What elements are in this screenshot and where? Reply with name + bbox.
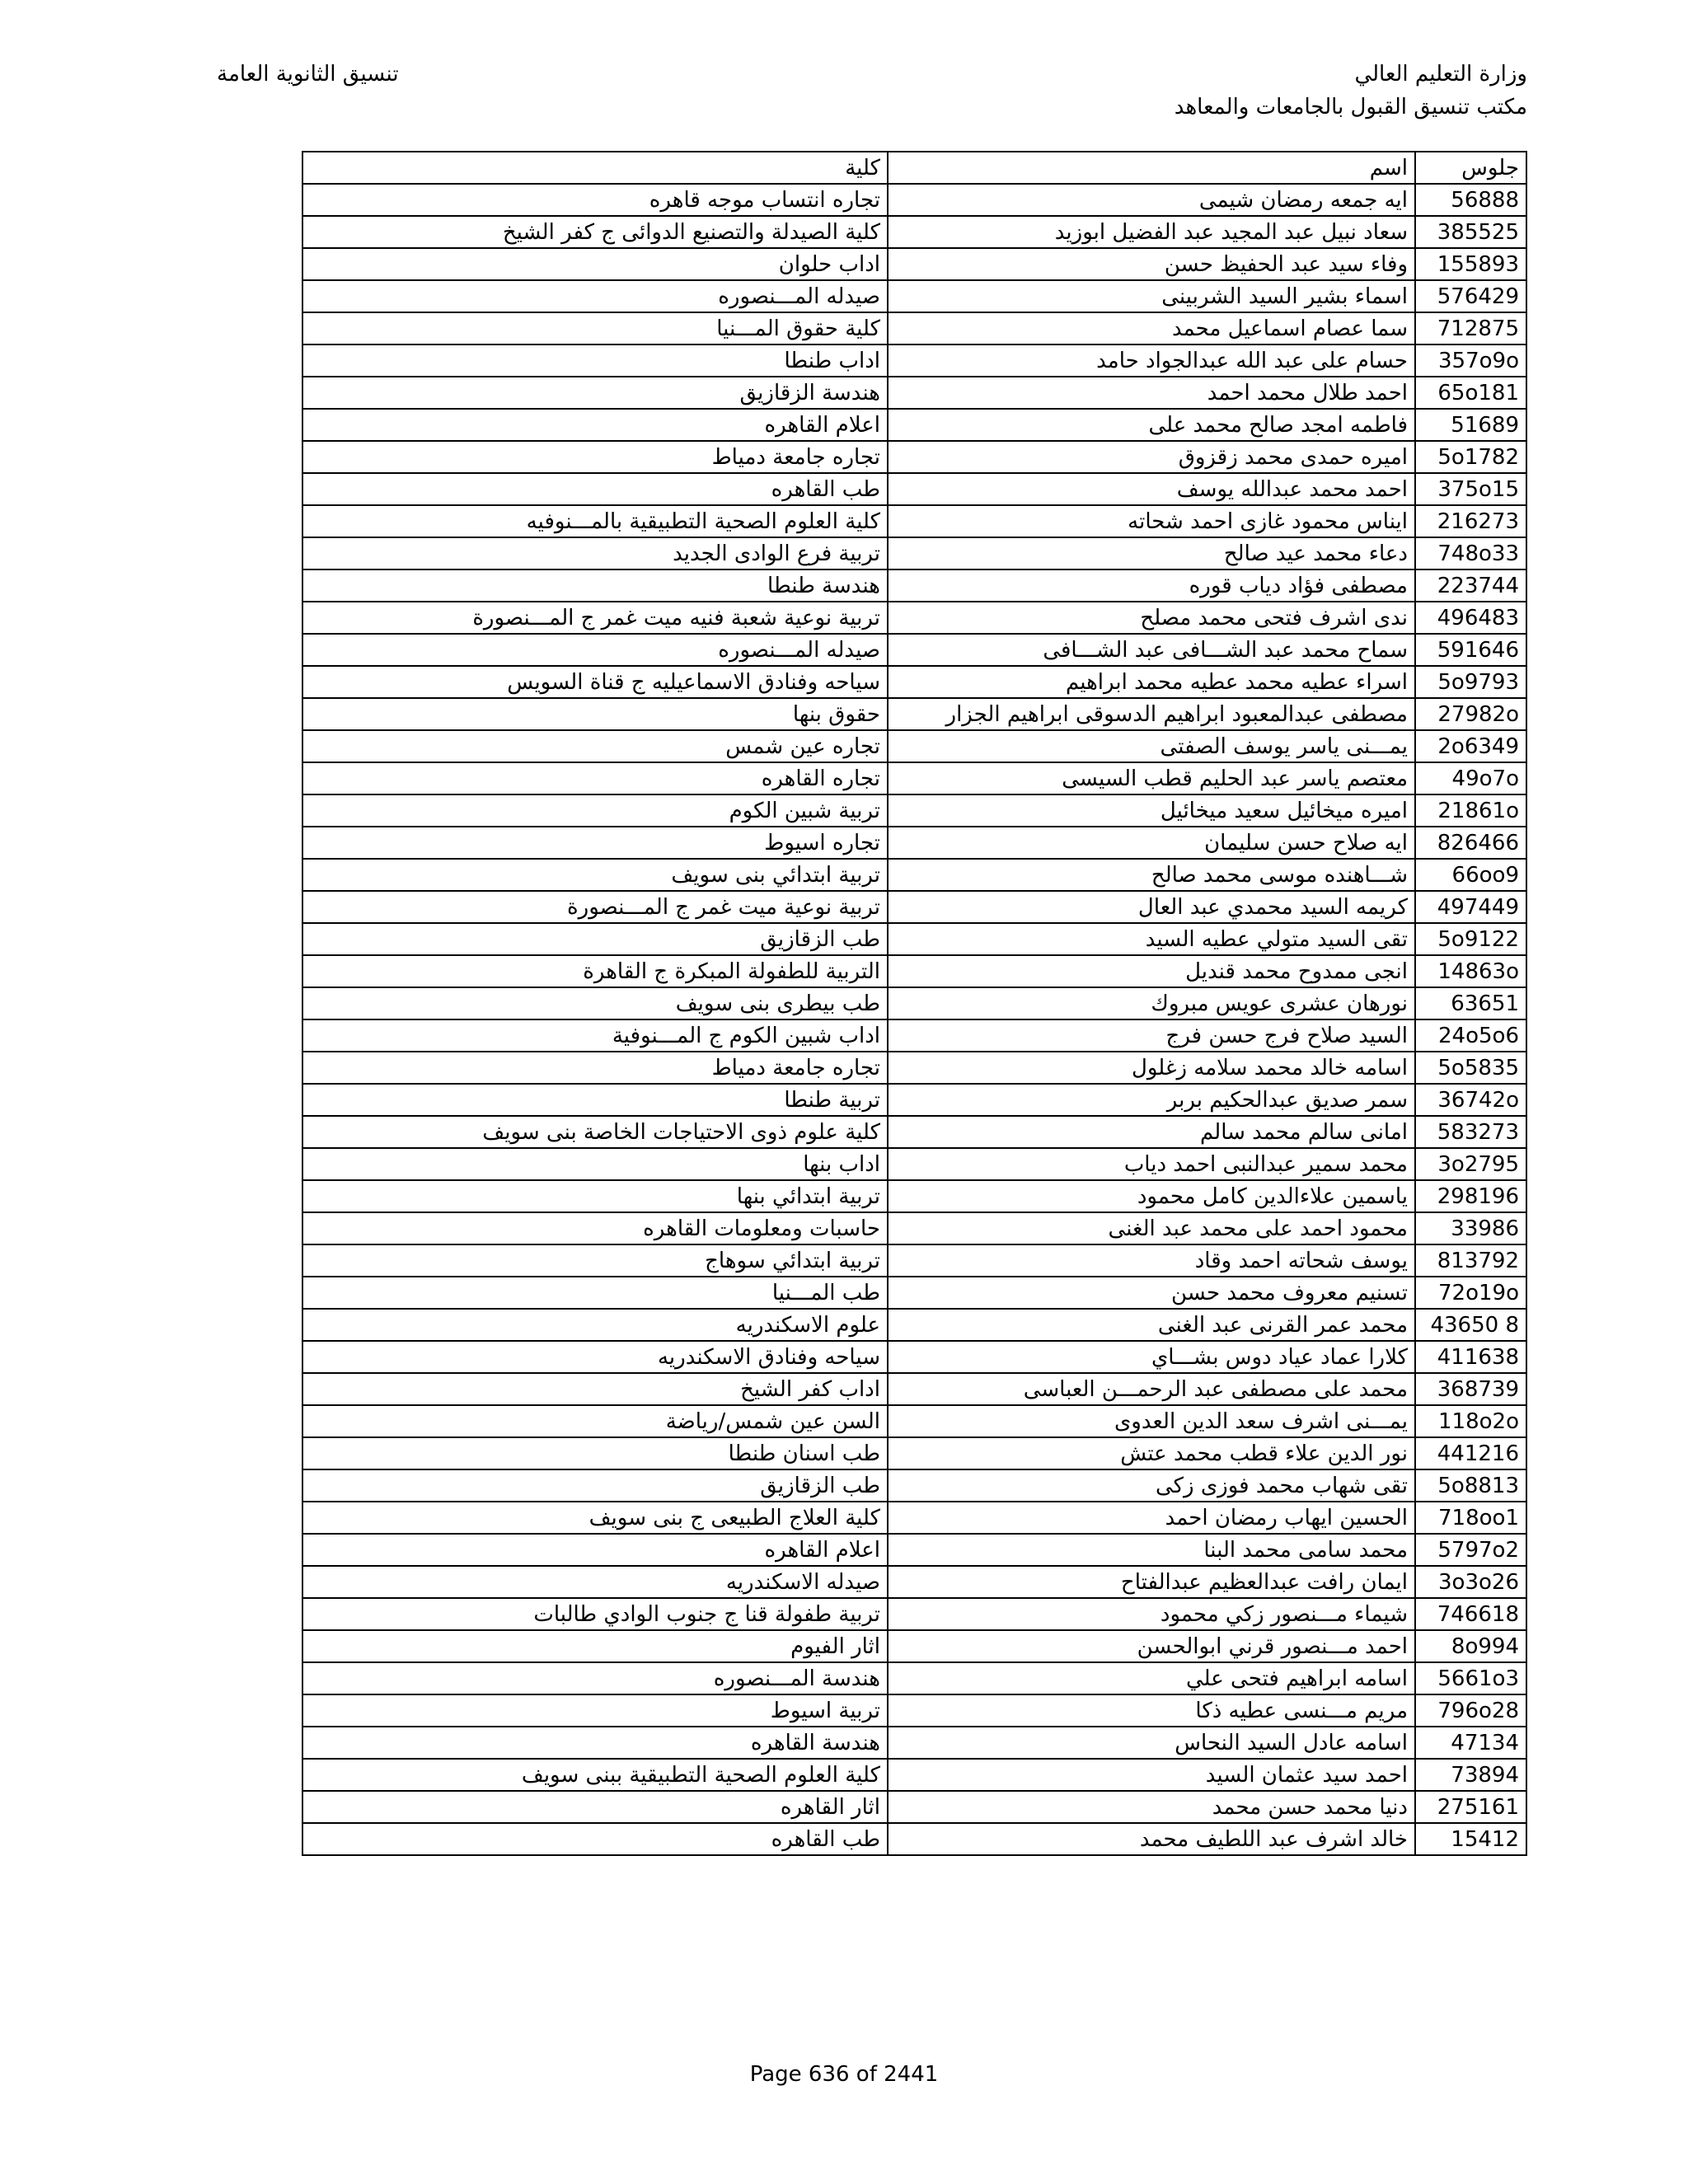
name-cell: سما عصام اسماعيل محمد [888, 312, 1415, 344]
college-cell: تربية ابتدائي بنها [302, 1180, 888, 1212]
table-row [302, 602, 1526, 634]
table-row [302, 1405, 1526, 1437]
name-cell: تسنيم معروف محمد حسن [888, 1277, 1415, 1309]
name-cell: دعاء محمد عيد صالح [888, 537, 1415, 569]
seat-cell: 65o181 [1415, 377, 1526, 409]
seat-cell: 15412 [1415, 1823, 1526, 1855]
name-cell: محمد على مصطفى عبد الرحمـــن العباسى [888, 1373, 1415, 1405]
college-cell: تربية طنطا [302, 1084, 888, 1116]
name-cell: شيماء مـــنصور زكي محمود [888, 1598, 1415, 1630]
name-cell: خالد اشرف عبد اللطيف محمد [888, 1823, 1415, 1855]
table-row [302, 1566, 1526, 1598]
name-cell: اسراء عطيه محمد عطيه محمد ابراهيم [888, 666, 1415, 698]
table-row [302, 312, 1526, 344]
seat-cell: 155893 [1415, 248, 1526, 280]
name-cell: اميره حمدى محمد زقزوق [888, 441, 1415, 473]
name-cell: امانى سالم محمد سالم [888, 1116, 1415, 1148]
seat-cell: 56888 [1415, 184, 1526, 216]
name-cell: احمد سيد عثمان السيد [888, 1759, 1415, 1791]
table-row [302, 634, 1526, 666]
table-row [302, 794, 1526, 827]
college-cell: طب المـــنيا [302, 1277, 888, 1309]
name-cell: تقى السيد متولي عطيه السيد [888, 923, 1415, 955]
college-cell: اعلام القاهره [302, 1534, 888, 1566]
college-cell: طب القاهره [302, 473, 888, 505]
seat-cell: 813792 [1415, 1244, 1526, 1277]
seat-cell: 216273 [1415, 505, 1526, 537]
name-cell: نورهان عشرى عويس مبروك [888, 987, 1415, 1019]
seat-cell: 712875 [1415, 312, 1526, 344]
college-cell: اعلام القاهره [302, 409, 888, 441]
college-cell: طب الزقازيق [302, 1469, 888, 1502]
name-cell: يوسف شحاته احمد وقاد [888, 1244, 1415, 1277]
seat-cell: 718oo1 [1415, 1502, 1526, 1534]
seat-cell: 2o6349 [1415, 730, 1526, 762]
table-row [302, 1598, 1526, 1630]
table-row [302, 827, 1526, 859]
seat-cell: 375o15 [1415, 473, 1526, 505]
college-cell: تربية نوعية ميت غمر ج المـــنصورة [302, 891, 888, 923]
name-cell: مصطفى فؤاد دياب قوره [888, 569, 1415, 602]
college-cell: اداب بنها [302, 1148, 888, 1180]
ministry-title: وزارة التعليم العالي [1354, 62, 1527, 87]
table-row [302, 666, 1526, 698]
college-cell: تجاره القاهره [302, 762, 888, 794]
college-cell: تربية ابتدائي سوهاج [302, 1244, 888, 1277]
table-row [302, 859, 1526, 891]
seat-cell: 72o19o [1415, 1277, 1526, 1309]
table-row [302, 1662, 1526, 1694]
admissions-table [302, 151, 1527, 1856]
table-row [302, 698, 1526, 730]
name-cell: سمر صديق عبدالحكيم بربر [888, 1084, 1415, 1116]
college-cell: اثار القاهره [302, 1791, 888, 1823]
name-cell: شـــاهنده موسى محمد صالح [888, 859, 1415, 891]
seat-cell: 43650 8 [1415, 1309, 1526, 1341]
name-cell: محمد عمر القرنى عبد الغنى [888, 1309, 1415, 1341]
college-cell: اداب كفر الشيخ [302, 1373, 888, 1405]
name-cell: اسامه خالد محمد سلامه زغلول [888, 1052, 1415, 1084]
table-row [302, 1502, 1526, 1534]
name-cell: ايناس محمود غازى احمد شحاته [888, 505, 1415, 537]
college-cell: التربية للطفولة المبكرة ج القاهرة [302, 955, 888, 987]
seat-cell: 27982o [1415, 698, 1526, 730]
college-cell: تربية فرع الوادى الجديد [302, 537, 888, 569]
college-cell: تربية طفولة قنا ج جنوب الوادي طالبات [302, 1598, 888, 1630]
table-row [302, 1084, 1526, 1116]
seat-cell: 66oo9 [1415, 859, 1526, 891]
seat-cell: 576429 [1415, 280, 1526, 312]
table-row [302, 891, 1526, 923]
table-row [302, 280, 1526, 312]
name-cell: يمـــنى اشرف سعد الدين العدوى [888, 1405, 1415, 1437]
name-cell: سعاد نبيل عبد المجيد عبد الفضيل ابوزيد [888, 216, 1415, 248]
college-cell: اثار الفيوم [302, 1630, 888, 1662]
table-row [302, 1116, 1526, 1148]
seat-cell: 441216 [1415, 1437, 1526, 1469]
college-cell: طب الزقازيق [302, 923, 888, 955]
name-cell: اسامه ابراهيم فتحى علي [888, 1662, 1415, 1694]
college-cell: طب القاهره [302, 1823, 888, 1855]
name-cell: مريم مـــنسى عطيه ذكا [888, 1694, 1415, 1727]
table-row [302, 505, 1526, 537]
seat-cell: 826466 [1415, 827, 1526, 859]
table-row [302, 1341, 1526, 1373]
college-cell: تربية ابتدائي بنى سويف [302, 859, 888, 891]
seat-cell: 591646 [1415, 634, 1526, 666]
college-cell: كلية حقوق المـــنيا [302, 312, 888, 344]
college-cell: صيدله المـــنصوره [302, 634, 888, 666]
college-cell: صيدله الاسكندريه [302, 1566, 888, 1598]
seat-cell: 5o9122 [1415, 923, 1526, 955]
name-cell: كريمه السيد محمدي عبد العال [888, 891, 1415, 923]
table-row [302, 955, 1526, 987]
college-cell: اداب حلوان [302, 248, 888, 280]
college-cell: اداب شبين الكوم ج المـــنوفية [302, 1019, 888, 1052]
seat-cell: 796o28 [1415, 1694, 1526, 1727]
college-cell: السن عين شمس/رياضة [302, 1405, 888, 1437]
table-row [302, 1694, 1526, 1727]
college-cell: سياحه وفنادق الاسكندريه [302, 1341, 888, 1373]
table-row [302, 441, 1526, 473]
college-cell: تجاره جامعة دمياط [302, 1052, 888, 1084]
coordination-title: تنسيق الثانوية العامة [217, 62, 399, 87]
office-title: مكتب تنسيق القبول بالجامعات والمعاهد [1174, 95, 1527, 120]
table-row [302, 923, 1526, 955]
name-cell: الحسين ايهاب رمضان احمد [888, 1502, 1415, 1534]
college-cell: طب اسنان طنطا [302, 1437, 888, 1469]
seat-cell: 73894 [1415, 1759, 1526, 1791]
name-cell: مصطفى عبدالمعبود ابراهيم الدسوقى ابراهيم الجزار [888, 698, 1415, 730]
seat-cell: 5661o3 [1415, 1662, 1526, 1694]
seat-cell: 36742o [1415, 1084, 1526, 1116]
name-cell: ايه صلاح حسن سليمان [888, 827, 1415, 859]
seat-cell: 496483 [1415, 602, 1526, 634]
name-cell: محمود احمد على محمد عبد الغنى [888, 1212, 1415, 1244]
college-cell: تجاره انتساب موجه قاهره [302, 184, 888, 216]
seat-cell: 51689 [1415, 409, 1526, 441]
name-cell: ايمان رافت عبدالعظيم عبدالفتاح [888, 1566, 1415, 1598]
college-cell: تجاره اسيوط [302, 827, 888, 859]
seat-cell: 223744 [1415, 569, 1526, 602]
seat-cell: 14863o [1415, 955, 1526, 987]
table-row [302, 248, 1526, 280]
name-cell: السيد صلاح فرج حسن فرج [888, 1019, 1415, 1052]
name-cell: اميره ميخائيل سعيد ميخائيل [888, 794, 1415, 827]
college-cell: كلية العلاج الطبيعى ج بنى سويف [302, 1502, 888, 1534]
seat-cell: 385525 [1415, 216, 1526, 248]
seat-cell: 118o2o [1415, 1405, 1526, 1437]
college-cell: كلية العلوم الصحية التطبيقية ببنى سويف [302, 1759, 888, 1791]
name-cell: محمد سمير عبدالنبى احمد دياب [888, 1148, 1415, 1180]
table-header-row [302, 152, 1526, 184]
table-row [302, 1373, 1526, 1405]
college-cell: طب بيطرى بنى سويف [302, 987, 888, 1019]
seat-cell: 298196 [1415, 1180, 1526, 1212]
college-cell: اداب طنطا [302, 344, 888, 377]
seat-cell: 5o9793 [1415, 666, 1526, 698]
college-cell: تجاره عين شمس [302, 730, 888, 762]
college-cell: كلية العلوم الصحية التطبيقية بالمـــنوفيه [302, 505, 888, 537]
seat-cell: 33986 [1415, 1212, 1526, 1244]
seat-cell: 583273 [1415, 1116, 1526, 1148]
seat-cell: 5o5835 [1415, 1052, 1526, 1084]
college-cell: هندسة القاهره [302, 1727, 888, 1759]
college-cell: تربية اسيوط [302, 1694, 888, 1727]
college-cell: حاسبات ومعلومات القاهره [302, 1212, 888, 1244]
college-cell: تجاره جامعة دمياط [302, 441, 888, 473]
name-cell: سماح محمد عبد الشـــافى عبد الشـــافى [888, 634, 1415, 666]
seat-cell: 497449 [1415, 891, 1526, 923]
table-row [302, 1309, 1526, 1341]
college-cell: تربية نوعية شعبة فنيه ميت غمر ج المـــنصورة [302, 602, 888, 634]
column-header-name: اسم [888, 152, 1415, 184]
seat-cell: 3o3o26 [1415, 1566, 1526, 1598]
name-cell: وفاء سيد عبد الحفيظ حسن [888, 248, 1415, 280]
name-cell: دنيا محمد حسن محمد [888, 1791, 1415, 1823]
table-row [302, 1630, 1526, 1662]
table-row [302, 1823, 1526, 1855]
name-cell: حسام على عبد الله عبدالجواد حامد [888, 344, 1415, 377]
college-cell: كلية علوم ذوى الاحتياجات الخاصة بنى سويف [302, 1116, 888, 1148]
table-row [302, 1180, 1526, 1212]
seat-cell: 411638 [1415, 1341, 1526, 1373]
table-row [302, 1277, 1526, 1309]
table-row [302, 987, 1526, 1019]
table-row [302, 1052, 1526, 1084]
college-cell: حقوق بنها [302, 698, 888, 730]
name-cell: انجى ممدوح محمد قنديل [888, 955, 1415, 987]
name-cell: احمد مـــنصور قرني ابوالحسن [888, 1630, 1415, 1662]
table-row [302, 537, 1526, 569]
name-cell: يمـــنى ياسر يوسف الصفتى [888, 730, 1415, 762]
college-cell: هندسة المـــنصوره [302, 1662, 888, 1694]
name-cell: احمد محمد عبدالله يوسف [888, 473, 1415, 505]
table-row [302, 184, 1526, 216]
column-header-seat: جلوس [1415, 152, 1526, 184]
college-cell: هندسة الزقازيق [302, 377, 888, 409]
seat-cell: 368739 [1415, 1373, 1526, 1405]
name-cell: معتصم ياسر عبد الحليم قطب السيسى [888, 762, 1415, 794]
seat-cell: 748o33 [1415, 537, 1526, 569]
seat-cell: 5o1782 [1415, 441, 1526, 473]
table-row [302, 409, 1526, 441]
table-row [302, 473, 1526, 505]
table-row [302, 730, 1526, 762]
table-row [302, 1019, 1526, 1052]
seat-cell: 49o7o [1415, 762, 1526, 794]
name-cell: اسماء بشير السيد الشربينى [888, 280, 1415, 312]
name-cell: اسامه عادل السيد النحاس [888, 1727, 1415, 1759]
name-cell: نور الدين علاء قطب محمد عتش [888, 1437, 1415, 1469]
table-row [302, 377, 1526, 409]
table-row [302, 1437, 1526, 1469]
column-header-college: كلية [302, 152, 888, 184]
seat-cell: 63651 [1415, 987, 1526, 1019]
seat-cell: 47134 [1415, 1727, 1526, 1759]
name-cell: ندى اشرف فتحى محمد مصلح [888, 602, 1415, 634]
name-cell: ايه جمعه رمضان شيمى [888, 184, 1415, 216]
seat-cell: 5o8813 [1415, 1469, 1526, 1502]
table-row [302, 569, 1526, 602]
table-row [302, 1534, 1526, 1566]
page-number: Page 636 of 2441 [749, 2062, 939, 2087]
name-cell: احمد طلال محمد احمد [888, 377, 1415, 409]
table-row [302, 216, 1526, 248]
college-cell: تربية شبين الكوم [302, 794, 888, 827]
name-cell: فاطمه امجد صالح محمد على [888, 409, 1415, 441]
seat-cell: 8o994 [1415, 1630, 1526, 1662]
seat-cell: 21861o [1415, 794, 1526, 827]
table-body [302, 184, 1526, 1855]
college-cell: كلية الصيدلة والتصنيع الدوائى ج كفر الشيخ [302, 216, 888, 248]
seat-cell: 275161 [1415, 1791, 1526, 1823]
seat-cell: 746618 [1415, 1598, 1526, 1630]
name-cell: ياسمين علاءالدين كامل محمود [888, 1180, 1415, 1212]
college-cell: سياحه وفنادق الاسماعيليه ج قناة السويس [302, 666, 888, 698]
table-row [302, 1244, 1526, 1277]
table-row [302, 1469, 1526, 1502]
name-cell: محمد سامى محمد البنا [888, 1534, 1415, 1566]
name-cell: كلارا عماد عياد دوس بشـــاي [888, 1341, 1415, 1373]
seat-cell: 24o5o6 [1415, 1019, 1526, 1052]
table-row [302, 762, 1526, 794]
seat-cell: 5797o2 [1415, 1534, 1526, 1566]
seat-cell: 3o2795 [1415, 1148, 1526, 1180]
college-cell: صيدله المـــنصوره [302, 280, 888, 312]
college-cell: علوم الاسكندريه [302, 1309, 888, 1341]
seat-cell: 357o9o [1415, 344, 1526, 377]
table-row [302, 1727, 1526, 1759]
college-cell: هندسة طنطا [302, 569, 888, 602]
name-cell: تقى شهاب محمد فوزى زكى [888, 1469, 1415, 1502]
table-row [302, 1791, 1526, 1823]
table-row [302, 344, 1526, 377]
table-row [302, 1148, 1526, 1180]
table-row [302, 1759, 1526, 1791]
table-row [302, 1212, 1526, 1244]
